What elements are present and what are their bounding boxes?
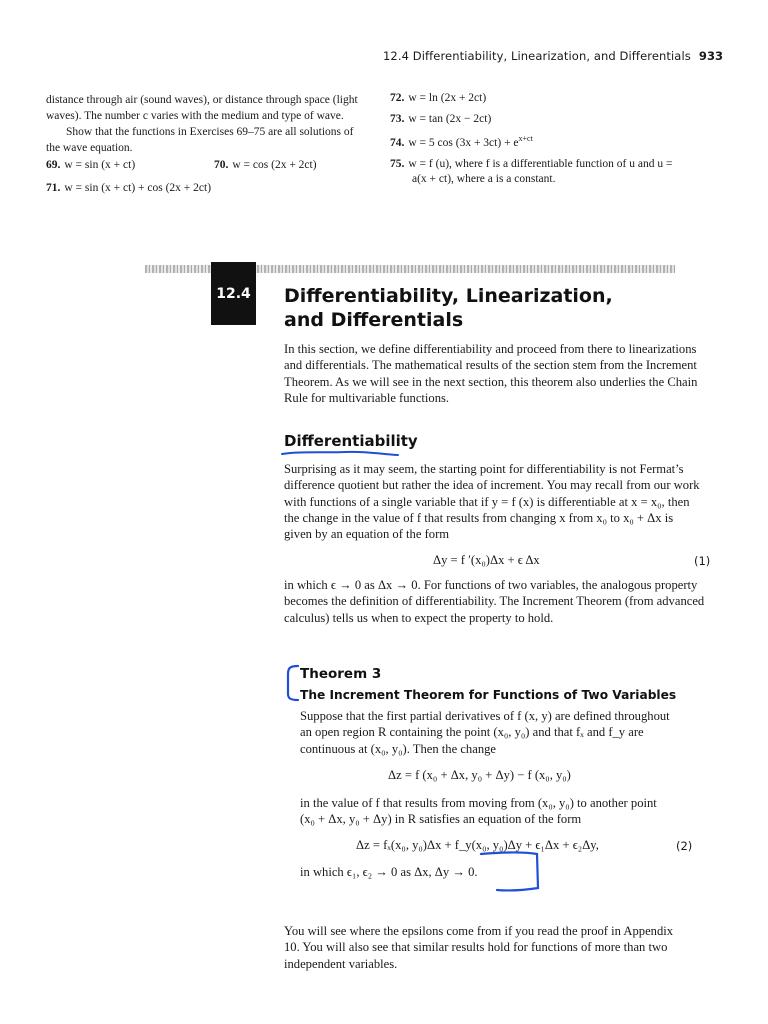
running-head-title: 12.4 Differentiability, Linearization, and Differentials (383, 49, 691, 63)
text-line: difference quotient but rather the idea of increment. You may recall from our work (284, 478, 700, 493)
text-line: 10. You will also see that similar results hold for functions of more than two (284, 940, 668, 955)
closing-paragraph (284, 923, 714, 972)
handwritten-underline (280, 448, 404, 460)
section-intro (284, 341, 714, 406)
text-line: Suppose that the first partial derivatives of f (x, y) are defined throughout (300, 709, 670, 723)
text-line: becomes the definition of differentiability. The Increment Theorem (from advanced (284, 594, 705, 609)
text-line: In this section, we define differentiability and proceed from there to linearizations (284, 342, 697, 356)
text-line: with functions of a single variable that if y = f (x) is differentiable at x = x₀, then (284, 494, 690, 509)
equation-change: Δz = f (x₀ + Δx, y₀ + Δy) − f (x₀, y₀) (388, 768, 571, 782)
page-number: 933 (698, 49, 724, 63)
text-line: in the value of f that results from moving from (x₀, y₀) to another point (300, 796, 657, 810)
theorem-tail: in which ϵ₁, ϵ₂ → 0 as Δx, Δy → 0. (300, 865, 478, 879)
text-line: continuous at (x₀, y₀). Then the change (300, 741, 497, 756)
text-line: the change in the value of f that results from changing x from x₀ to x₀ + Δx is (284, 510, 674, 525)
text-line: an open region R containing the point (x₀, y₀) and that fₓ and f_y are (300, 725, 644, 740)
text-line: calculus) tells us when to expect the property to hold. (284, 610, 554, 625)
equation-2: Δz = fₓ(x₀, y₀)Δx + f_y(x₀, y₀)Δy + ϵ₁Δx + ϵ₂Δy, (356, 838, 599, 852)
differentiability-para-2 (284, 577, 714, 626)
section-title: Differentiability, Linearization, and Differentials (284, 285, 613, 331)
text-line: (x₀ + Δx, y₀ + Δy) in R satisfies an equation of the form (300, 812, 582, 827)
theorem-name: The Increment Theorem for Functions of Two Variables (300, 688, 677, 702)
intro-line: distance through air (sound waves), or distance through space (light (46, 94, 358, 106)
theorem-para-1 (300, 708, 714, 757)
text-line: and differentials. The mathematical results of the section stem from the Increment (284, 358, 697, 373)
exercise-73: 73. w = tan (2x − 2ct) (390, 113, 492, 125)
exponent: x+ct (518, 134, 533, 143)
exercise-74: 74. w = 5 $\cos (3x + 3ct) + e^{x+ct}$ (390, 134, 533, 149)
text-line: You will see where the epsilons come from if you read the proof in Appendix (284, 924, 674, 938)
running-head (383, 49, 724, 63)
equation-1-number: (1) (694, 554, 711, 568)
section-number-box: 12.4 (211, 262, 256, 325)
text-line: Surprising as it may seem, the starting point for differentiability is not Fermat’s (284, 462, 684, 476)
left-column-intro (46, 92, 371, 156)
theorem-para-2 (300, 795, 714, 828)
exercise-69: 69. w = sin (x + ct) (46, 159, 136, 171)
text-line: Rule for multivariable functions. (284, 390, 450, 405)
handwritten-closing-bracket (475, 848, 545, 896)
theorem-label: Theorem 3 (300, 666, 382, 682)
text-line: Theorem. As we will see in the next section, this theorem also underlies the Chain (284, 374, 698, 389)
exercise-71: 71. w = sin (x + ct) + cos (2x + 2ct) (46, 182, 212, 194)
exercise-75: 75. w = f (u), where f is a differentiable function of u and u = (390, 158, 673, 170)
intro-line: waves). The number c varies with the medium and type of wave. (46, 110, 344, 122)
differentiability-heading: Differentiability (284, 432, 418, 450)
exercise-72: 72. w = ln (2x + 2ct) (390, 92, 487, 104)
equation-1: Δy = f ′(x₀)Δx + ϵ Δx (433, 553, 540, 567)
text-line: given by an equation of the form (284, 527, 450, 542)
exercise-75-cont: a(x + ct), where a is a constant. (412, 173, 556, 185)
equation-2-number: (2) (676, 839, 693, 853)
handwritten-bracket (282, 662, 302, 704)
differentiability-para-1 (284, 461, 714, 542)
exercise-70: 70. w = cos (2x + 2ct) (214, 159, 317, 171)
text-line: in which ϵ → 0 as Δx → 0. For functions of two variables, the analogous property (284, 578, 698, 592)
intro-line: the wave equation. (46, 142, 133, 154)
intro-line: Show that the functions in Exercises 69–75 are all solutions of (66, 126, 354, 138)
text-line: independent variables. (284, 956, 398, 971)
